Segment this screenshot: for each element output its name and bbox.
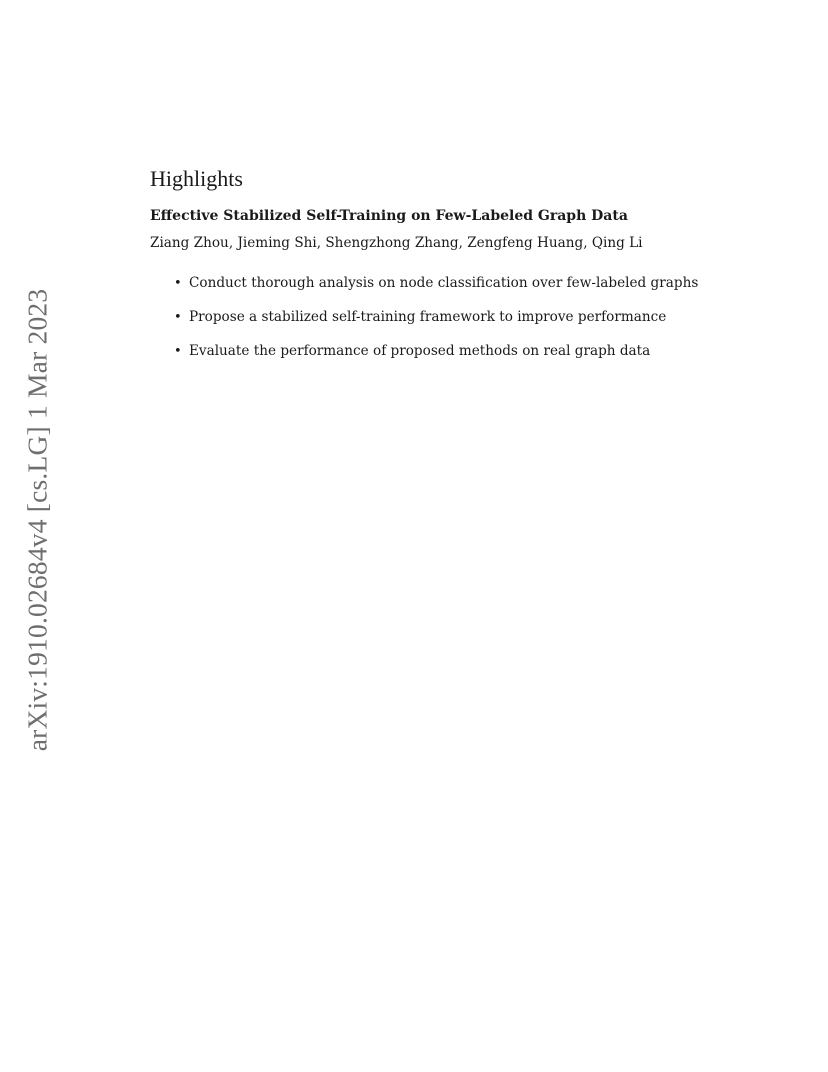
bullet-icon: • (174, 276, 182, 291)
author-list: Ziang Zhou, Jieming Shi, Shengzhong Zhang, Zengfeng Huang, Qing Li (150, 235, 643, 251)
highlight-text: Conduct thorough analysis on node classification over few-labeled graphs (189, 275, 699, 291)
highlight-item (174, 342, 770, 361)
bullet-icon: • (174, 310, 182, 325)
highlight-text: Evaluate the performance of proposed methods on real graph data (189, 343, 651, 359)
highlights-list (150, 274, 770, 361)
bullet-icon: • (174, 344, 182, 359)
highlights-section (150, 165, 770, 376)
highlight-text: Propose a stabilized self-training framework to improve performance (189, 309, 667, 325)
arxiv-identifier-stamp (22, 290, 52, 750)
page-heading: Highlights (150, 166, 243, 191)
highlight-item (174, 274, 770, 293)
paper-title: Effective Stabilized Self-Training on Few-Labeled Graph Data (150, 208, 628, 224)
arxiv-identifier-text: arXiv:1910.02684v4 [cs.LG] 1 Mar 2023 (21, 288, 53, 752)
highlight-item (174, 308, 770, 327)
